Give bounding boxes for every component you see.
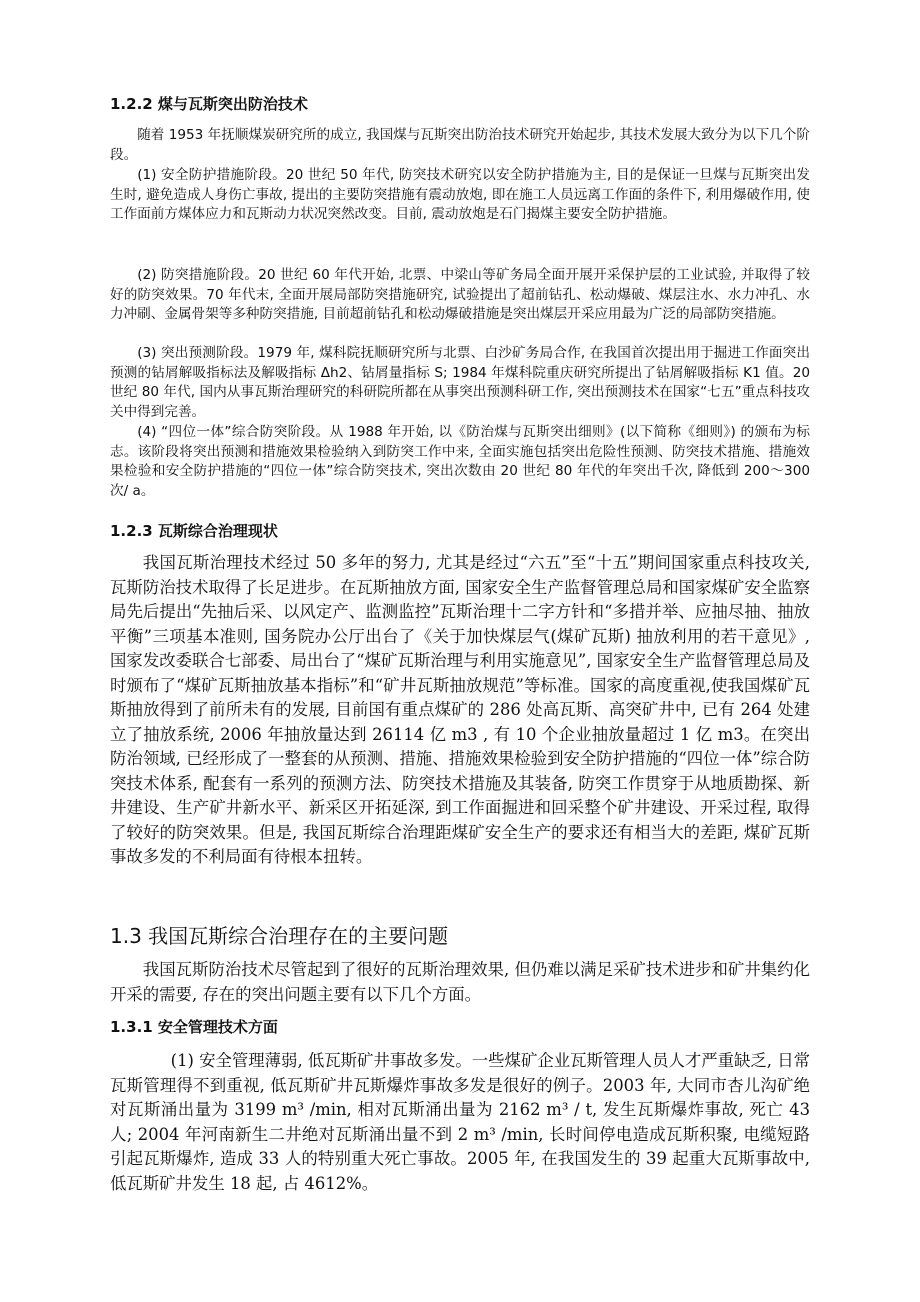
paragraph-intro: 随着 1953 年抚顺煤炭研究所的成立, 我国煤与瓦斯突出防治技术研究开始起步, 其技术发展大致分为以下几个阶段。 xyxy=(110,127,810,163)
heading-1-3-1: 1.3.1 安全管理技术方面 xyxy=(110,1018,278,1036)
paragraph-safety-management: (1) 安全管理薄弱, 低瓦斯矿井事故多发。一些煤矿企业瓦斯管理人员人才严重缺乏, 日常瓦斯管理得不到重视, 低瓦斯矿井瓦斯爆炸事故多发是很好的例子。2003 年, 大同市杏儿沟矿绝对瓦斯涌出量为 3199 m³ /min, 相对瓦斯涌出量为 2162 m³ / t, 发生瓦斯爆炸事故, 死亡 43 人; 2004 年河南新生二井绝对瓦斯涌出量不到 2 m³ /min, 长时间停电造成瓦斯积聚, 电缆短路引起瓦斯爆炸, 造成 33 人的特别重大死亡事故。2005 年, 在我国发生的 39 起重大瓦斯事故中, 低瓦斯矿井发生 18 起, 占 4612%。 xyxy=(110,1051,811,1193)
heading-1-3: 1.3 我国瓦斯综合治理存在的主要问题 xyxy=(110,924,449,948)
paragraph-gas-status: 我国瓦斯治理技术经过 50 多年的努力, 尤其是经过“六五”至“十五”期间国家重点科技攻关, 瓦斯防治技术取得了长足进步。在瓦斯抽放方面, 国家安全生产监督管理总局和国家煤矿安全监察局先后提出“先抽后采、以风定产、监测监控”瓦斯治理十二字方针和“多措并举、应抽尽抽、抽放平衡”三项基本准则, 国务院办公厅出台了《关于加快煤层气(煤矿瓦斯) 抽放利用的若干意见》, 国家发改委联合七部委、局出台了“煤矿瓦斯治理与利用实施意见”, 国家安全生产监督管理总局及时颁布了“煤矿瓦斯抽放基本指标”和“矿井瓦斯抽放规范”等标准。国家的高度重视,使我国煤矿瓦斯抽放得到了前所未有的发展, 目前国有重点煤矿的 286 处高瓦斯、高突矿井中, 已有 264 处建立了抽放系统, 2006 年抽放量达到 26114 亿 m3 , 有 10 个企业抽放量超过 1 亿 m3。在突出防治领域, 已经形成了一整套的从预测、措施、措施效果检验到安全防护措施的“四位一体”综合防突技术体系, 配套有一系列的预测方法、防突技术措施及其装备, 防突工作贯穿于从地质勘探、新井建设、生产矿井新水平、新采区开拓延深, 到工作面掘进和回采整个矿井建设、开采过程, 取得了较好的防突效果。但是, 我国瓦斯综合治理距煤矿安全生产的要求还有相当大的差距, 煤矿瓦斯事故多发的不利局面有待根本扭转。 xyxy=(110,553,810,866)
paragraph-stage-2: (2) 防突措施阶段。20 世纪 60 年代开始, 北票、中梁山等矿务局全面开展开采保护层的工业试验, 并取得了较好的防突效果。70 年代末, 全面开展局部防突措施研究, 试验提出了超前钻孔、松动爆破、煤层注水、水力冲孔、水力冲刷、金属骨架等多种防突措施, 目前超前钻孔和松动爆破措施是突出煤层开采应用最为广泛的局部防突措施。 xyxy=(110,267,810,323)
paragraph-main-problems: 我国瓦斯防治技术尽管起到了很好的瓦斯治理效果, 但仍难以满足采矿技术进步和矿井集约化开采的需要, 存在的突出问题主要有以下几个方面。 xyxy=(110,960,810,1004)
heading-1-2-2: 1.2.2 煤与瓦斯突出防治技术 xyxy=(110,95,308,113)
paragraph-stage-3: (3) 突出预测阶段。1979 年, 煤科院抚顺研究所与北票、白沙矿务局合作, 在我国首次提出用于掘进工作面突出预测的钻屑解吸指标法及解吸指标 Δh2、钻屑量指标 S; 1984 年煤科院重庆研究所提出了钻屑解吸指标 K1 值。20 世纪 80 年代, 国内从事瓦斯治理研究的科研院所都在从事突出预测科研工作, 突出预测技术在国家“七五”重点科技攻关中得到完善。 xyxy=(110,345,810,420)
paragraph-stage-1: (1) 安全防护措施阶段。20 世纪 50 年代, 防突技术研究以安全防护措施为主, 目的是保证一旦煤与瓦斯突出发生时, 避免造成人身伤亡事故, 提出的主要防突措施有震动放炮, 即在施工人员远离工作面的条件下, 利用爆破作用, 使工作面前方煤体应力和瓦斯动力状况突然改变。目前, 震动放炮是石门揭煤主要安全防护措施。 xyxy=(110,167,810,223)
heading-1-2-3: 1.2.3 瓦斯综合治理现状 xyxy=(110,522,278,540)
paragraph-stage-4: (4) “四位一体”综合防突阶段。从 1988 年开始, 以《防治煤与瓦斯突出细则》(以下简称《细则》) 的颁布为标志。该阶段将突出预测和措施效果检验纳入到防突工作中来, 全面实施包括突出危险性预测、防突技术措施、措施效果检验和安全防护措施的“四位一体”综合防突技术, 突出次数由 20 世纪 80 年代的年突出千次, 降低到 200～300 次/ a。 xyxy=(110,424,810,499)
